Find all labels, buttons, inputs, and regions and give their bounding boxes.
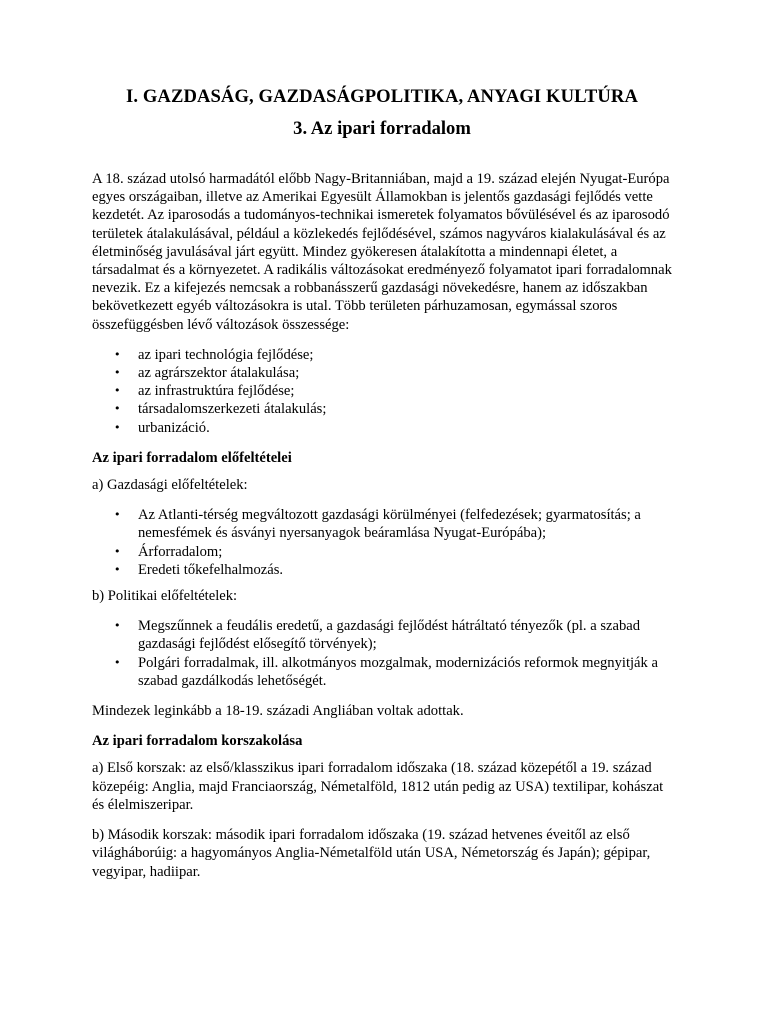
document-subtitle: 3. Az ipari forradalom	[293, 118, 471, 139]
list-item: • az infrastruktúra fejlődése;	[114, 383, 295, 400]
list-item: • Az Atlanti-térség megváltozott gazdasági körülményei (felfedezések; gyarmatosítás; a nemesfémek és ásványi nyersanyagok beáramlása Nyugat-Európába);	[114, 507, 641, 542]
period-2-paragraph: b) Második korszak: második ipari forradalom időszaka (19. század hetvenes éveitől az első világháborúig: a hagyományos Anglia-Németalföld után USA, Németország és Japán); gépipar, vegyipar, hadiipar.	[92, 827, 651, 880]
bullet-icon: •	[114, 384, 121, 398]
bullet-icon: •	[114, 420, 121, 434]
political-list	[92, 617, 672, 690]
changes-list	[92, 346, 672, 437]
bullet-icon: •	[114, 655, 121, 669]
economic-list	[92, 506, 672, 579]
list-item: • társadalomszerkezeti átalakulás;	[114, 401, 327, 418]
bullet-icon: •	[114, 619, 121, 633]
bullet-icon: •	[114, 544, 121, 558]
preconditions-heading: Az ipari forradalom előfeltételei	[92, 449, 292, 466]
list-item: • Eredeti tőkefelhalmozás.	[114, 561, 284, 578]
bullet-icon: •	[114, 508, 121, 522]
list-item: • Megszűnnek a feudális eredetű, a gazdasági fejlődést hátráltató tényezők (pl. a szabad gazdasági fejlődést elősegítő törvények);	[114, 618, 641, 653]
list-item: • Árforradalom;	[114, 543, 223, 560]
economic-label: a) Gazdasági előfeltételek:	[92, 477, 248, 494]
political-label: b) Politikai előfeltételek:	[92, 588, 238, 605]
bullet-icon: •	[114, 402, 121, 416]
bullet-icon: •	[114, 366, 121, 380]
list-item: • urbanizáció.	[114, 419, 210, 436]
document-title: I. GAZDASÁG, GAZDASÁGPOLITIKA, ANYAGI KULTÚRA	[126, 86, 638, 107]
bullet-icon: •	[114, 562, 121, 576]
intro-paragraph: A 18. század utolsó harmadától előbb Nagy-Britanniában, majd a 19. század elején Nyugat-Európa egyes országaiban, illetve az Amerikai Egyesült Államokban is jelentős gazdasági fejlődés vette kezdetét. Az iparosodás a tudományos-technikai ismeretek folyamatos bővülésével és az iparosodó területek átalakulásával, például a közlekedés fejlődésével, számos nagyváros kialakulásával és az életminőség javulásával járt együtt. Mindez gyökeresen átalakította a mindennapi életet, a társadalmat és a környezetet. A radikális változásokat eredményező folyamatot ipari forradalomnak nevezik. Ez a kifejezés nemcsak a robbanásszerű gazdasági növekedésre, hanem az időszakban bekövetkezett egyéb változásokra is utal. Több területen párhuzamosan, egymással szoros összefüggésben lévő változások összessége:	[92, 171, 672, 333]
period-1-paragraph: a) Első korszak: az első/klasszikus ipari forradalom időszaka (18. század közepétől a 19. század közepéig: Anglia, majd Franciaország, Németalföld, 1812 után pedig az USA) textilipar, kohászat és élelmiszeripar.	[92, 760, 664, 813]
bullet-icon: •	[114, 347, 121, 361]
summary-paragraph: Mindezek leginkább a 18-19. századi Angliában voltak adottak.	[92, 703, 464, 720]
list-item: • az agrárszektor átalakulása;	[114, 365, 300, 382]
list-item: • az ipari technológia fejlődése;	[114, 346, 314, 363]
periods-heading: Az ipari forradalom korszakolása	[92, 733, 303, 750]
list-item: • Polgári forradalmak, ill. alkotmányos mozgalmak, modernizációs reformok megnyitják a szabad gazdálkodás lehetőségét.	[114, 654, 658, 689]
